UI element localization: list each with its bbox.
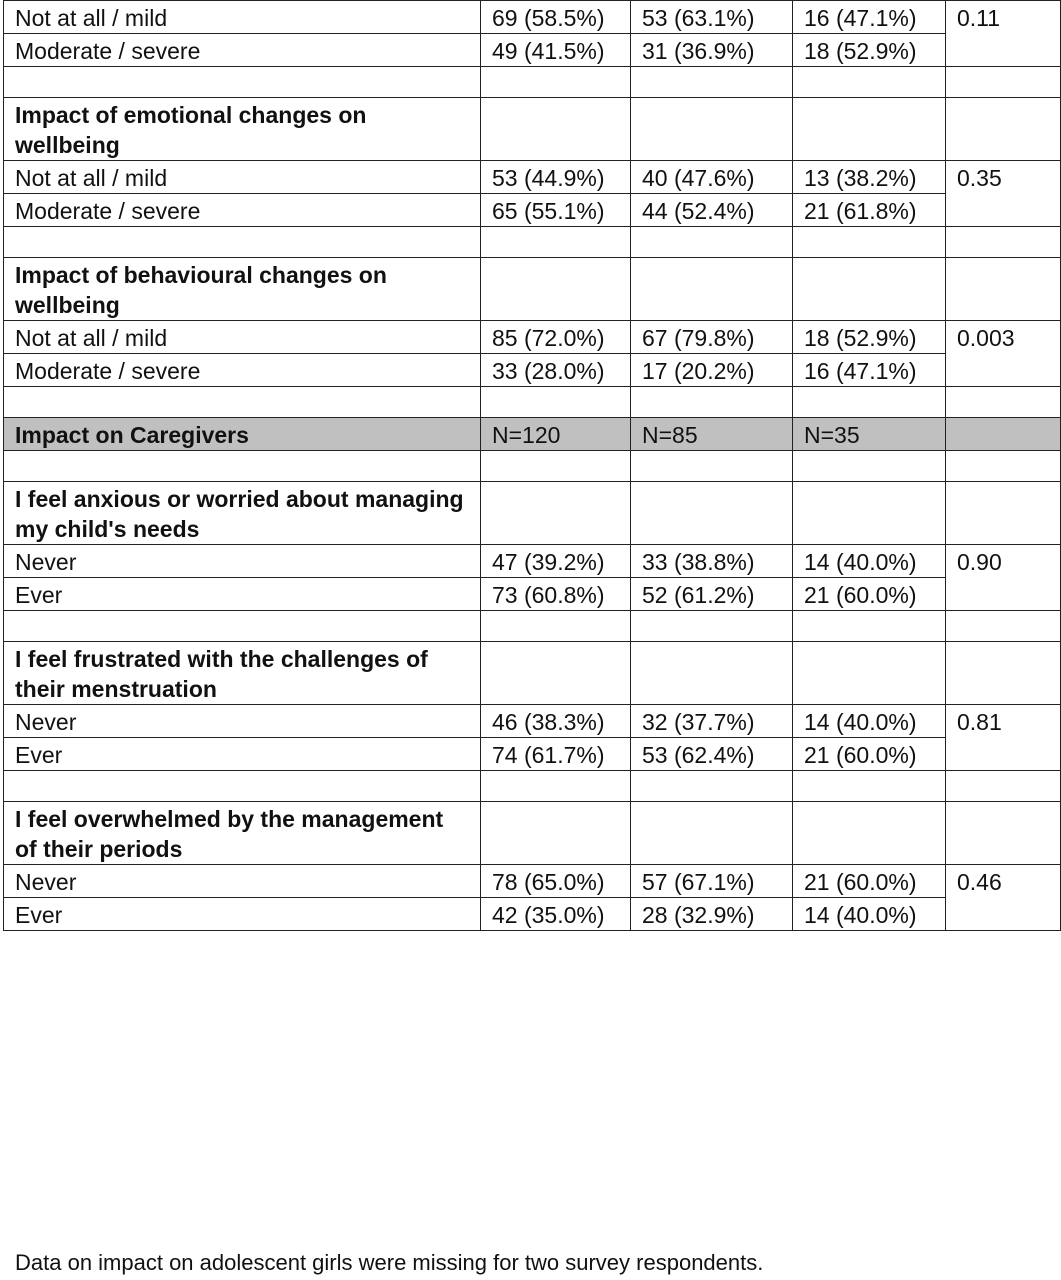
table-row	[4, 194, 1061, 227]
row-label: Ever	[4, 578, 481, 611]
table-row	[4, 34, 1061, 67]
empty-cell	[4, 227, 481, 258]
section-header-row	[4, 98, 1061, 161]
empty-cell	[793, 387, 946, 418]
empty-cell	[481, 642, 631, 705]
empty-cell	[481, 227, 631, 258]
group2-count: 18 (52.9%)	[793, 321, 946, 354]
empty-cell	[946, 418, 1061, 451]
spacer-row	[4, 67, 1061, 98]
p-value: 0.46	[946, 865, 1061, 931]
section-header-row	[4, 802, 1061, 865]
section-title: Impact of behavioural changes on wellbeing	[4, 258, 481, 321]
table-row	[4, 354, 1061, 387]
empty-cell	[631, 227, 793, 258]
p-value: 0.90	[946, 545, 1061, 611]
row-label: Never	[4, 865, 481, 898]
group2-count: 14 (40.0%)	[793, 545, 946, 578]
spacer-row	[4, 451, 1061, 482]
table-row	[4, 865, 1061, 898]
section-title: I feel overwhelmed by the management of their periods	[4, 802, 481, 865]
empty-cell	[631, 611, 793, 642]
table-row	[4, 738, 1061, 771]
group1-count: 28 (32.9%)	[631, 898, 793, 931]
row-label: Never	[4, 545, 481, 578]
section-title: I feel frustrated with the challenges of their menstruation	[4, 642, 481, 705]
spacer-row	[4, 771, 1061, 802]
empty-cell	[481, 802, 631, 865]
empty-cell	[946, 771, 1061, 802]
empty-cell	[631, 67, 793, 98]
group2-count: 21 (60.0%)	[793, 578, 946, 611]
group2-count: 18 (52.9%)	[793, 34, 946, 67]
table-row	[4, 578, 1061, 611]
group1-count: 57 (67.1%)	[631, 865, 793, 898]
total-count: 73 (60.8%)	[481, 578, 631, 611]
group1-count: 44 (52.4%)	[631, 194, 793, 227]
empty-cell	[481, 67, 631, 98]
empty-cell	[4, 771, 481, 802]
group2-count: 14 (40.0%)	[793, 898, 946, 931]
empty-cell	[946, 802, 1061, 865]
spacer-row	[4, 387, 1061, 418]
group2-count: 21 (60.0%)	[793, 865, 946, 898]
empty-cell	[481, 771, 631, 802]
group2-count: 21 (61.8%)	[793, 194, 946, 227]
n-group2: N=35	[793, 418, 946, 451]
caregiver-header-label: Impact on Caregivers	[4, 418, 481, 451]
group1-count: 31 (36.9%)	[631, 34, 793, 67]
empty-cell	[631, 98, 793, 161]
empty-cell	[631, 771, 793, 802]
spacer-row	[4, 611, 1061, 642]
total-count: 46 (38.3%)	[481, 705, 631, 738]
empty-cell	[4, 611, 481, 642]
total-count: 53 (44.9%)	[481, 161, 631, 194]
total-count: 74 (61.7%)	[481, 738, 631, 771]
total-count: 78 (65.0%)	[481, 865, 631, 898]
empty-cell	[481, 258, 631, 321]
group1-count: 53 (63.1%)	[631, 1, 793, 34]
row-label: Not at all / mild	[4, 161, 481, 194]
group2-count: 13 (38.2%)	[793, 161, 946, 194]
group2-count: 14 (40.0%)	[793, 705, 946, 738]
total-count: 65 (55.1%)	[481, 194, 631, 227]
p-value: 0.003	[946, 321, 1061, 387]
row-label: Moderate / severe	[4, 354, 481, 387]
section-title: I feel anxious or worried about managing my child's needs	[4, 482, 481, 545]
empty-cell	[631, 482, 793, 545]
empty-cell	[946, 258, 1061, 321]
results-table-body	[4, 1, 1061, 931]
empty-cell	[793, 227, 946, 258]
total-count: 47 (39.2%)	[481, 545, 631, 578]
empty-cell	[631, 642, 793, 705]
empty-cell	[481, 611, 631, 642]
total-count: 49 (41.5%)	[481, 34, 631, 67]
row-label: Ever	[4, 738, 481, 771]
table-row	[4, 1, 1061, 34]
table-row	[4, 545, 1061, 578]
empty-cell	[4, 387, 481, 418]
empty-cell	[481, 387, 631, 418]
group1-count: 67 (79.8%)	[631, 321, 793, 354]
caregiver-header-row	[4, 418, 1061, 451]
section-title: Impact of emotional changes on wellbeing	[4, 98, 481, 161]
empty-cell	[631, 387, 793, 418]
spacer-row	[4, 227, 1061, 258]
empty-cell	[631, 258, 793, 321]
total-count: 85 (72.0%)	[481, 321, 631, 354]
empty-cell	[946, 642, 1061, 705]
empty-cell	[793, 258, 946, 321]
empty-cell	[946, 98, 1061, 161]
group1-count: 33 (38.8%)	[631, 545, 793, 578]
p-value: 0.35	[946, 161, 1061, 227]
row-label: Never	[4, 705, 481, 738]
empty-cell	[793, 771, 946, 802]
group1-count: 52 (61.2%)	[631, 578, 793, 611]
n-group1: N=85	[631, 418, 793, 451]
empty-cell	[481, 451, 631, 482]
total-count: 42 (35.0%)	[481, 898, 631, 931]
section-header-row	[4, 258, 1061, 321]
empty-cell	[946, 387, 1061, 418]
table-row	[4, 705, 1061, 738]
table-row	[4, 898, 1061, 931]
empty-cell	[793, 802, 946, 865]
empty-cell	[793, 482, 946, 545]
table-footnote: Data on impact on adolescent girls were missing for two survey respondents.	[15, 1250, 764, 1275]
row-label: Not at all / mild	[4, 1, 481, 34]
empty-cell	[481, 98, 631, 161]
empty-cell	[946, 227, 1061, 258]
empty-cell	[946, 482, 1061, 545]
empty-cell	[946, 67, 1061, 98]
row-label: Moderate / severe	[4, 194, 481, 227]
group1-count: 17 (20.2%)	[631, 354, 793, 387]
results-table	[3, 0, 1061, 931]
row-label: Moderate / severe	[4, 34, 481, 67]
row-label: Not at all / mild	[4, 321, 481, 354]
group1-count: 53 (62.4%)	[631, 738, 793, 771]
empty-cell	[481, 482, 631, 545]
total-count: 69 (58.5%)	[481, 1, 631, 34]
group2-count: 21 (60.0%)	[793, 738, 946, 771]
table-row	[4, 161, 1061, 194]
empty-cell	[793, 67, 946, 98]
empty-cell	[946, 611, 1061, 642]
empty-cell	[631, 451, 793, 482]
group1-count: 40 (47.6%)	[631, 161, 793, 194]
empty-cell	[793, 451, 946, 482]
row-label: Ever	[4, 898, 481, 931]
table-row	[4, 321, 1061, 354]
group2-count: 16 (47.1%)	[793, 1, 946, 34]
p-value: 0.81	[946, 705, 1061, 771]
total-count: 33 (28.0%)	[481, 354, 631, 387]
section-header-row	[4, 642, 1061, 705]
empty-cell	[793, 642, 946, 705]
group1-count: 32 (37.7%)	[631, 705, 793, 738]
empty-cell	[631, 802, 793, 865]
n-total: N=120	[481, 418, 631, 451]
empty-cell	[793, 611, 946, 642]
group2-count: 16 (47.1%)	[793, 354, 946, 387]
empty-cell	[793, 98, 946, 161]
empty-cell	[4, 451, 481, 482]
p-value: 0.11	[946, 1, 1061, 67]
empty-cell	[4, 67, 481, 98]
empty-cell	[946, 451, 1061, 482]
section-header-row	[4, 482, 1061, 545]
